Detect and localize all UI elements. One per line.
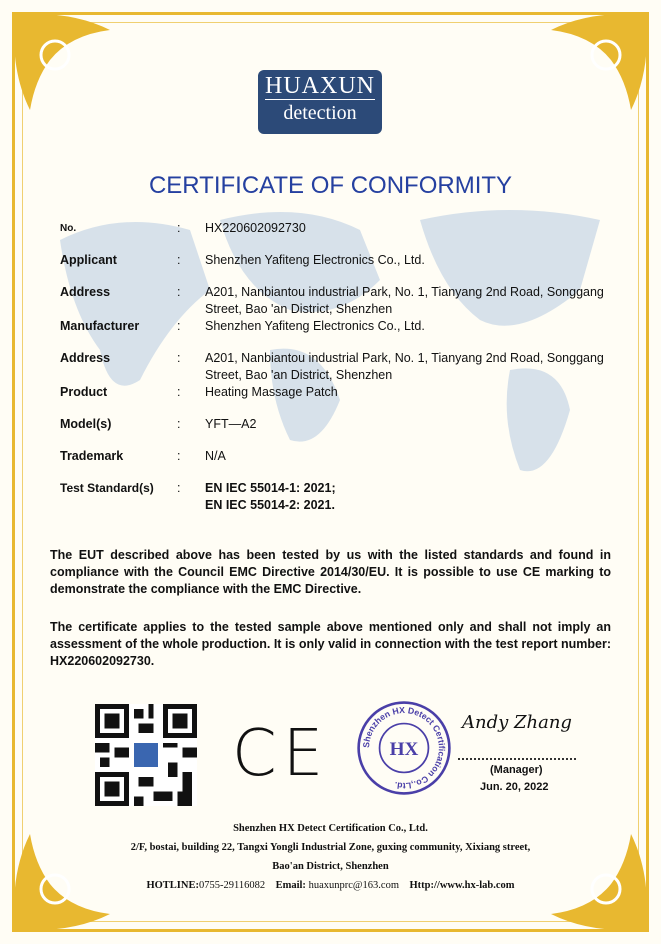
field-no	[60, 220, 625, 252]
field-value: A201, Nanbiantou industrial Park, No. 1, Tianyang 2nd Road, Songgang Street, Bao 'an District, Shenzhen	[205, 351, 604, 382]
field-value: EN IEC 55014-1: 2021;	[205, 481, 336, 495]
separator: :	[177, 449, 181, 463]
separator: :	[177, 221, 181, 235]
statements	[50, 547, 611, 691]
footer-address-line2: Bao'an District, Shenzhen	[272, 861, 389, 872]
huaxun-logo	[258, 70, 382, 134]
separator: :	[177, 417, 181, 431]
field-value: EN IEC 55014-2: 2021.	[205, 498, 335, 512]
field-value: YFT—A2	[205, 417, 257, 431]
footer-company: Shenzhen HX Detect Certification Co., Ltd.	[233, 823, 428, 834]
validity-statement: The certificate applies to the tested sample above mentioned only and shall not imply an assessment of the whole production. It is only valid in connection with the test report number: HX220602092730.	[50, 620, 611, 668]
field-manufacturer-address	[60, 350, 625, 384]
field-label: Address	[60, 351, 111, 365]
separator: :	[177, 385, 181, 399]
field-applicant	[60, 252, 625, 284]
separator: :	[177, 319, 181, 333]
field-value: Shenzhen Yafiteng Electronics Co., Ltd.	[205, 319, 425, 333]
corner-ornament-icon	[541, 10, 651, 120]
issue-date: Jun. 20, 2022	[480, 781, 549, 793]
signer-title: (Manager)	[490, 764, 543, 776]
seal-center-text: HX	[389, 738, 419, 760]
corner-ornament-icon	[10, 10, 120, 120]
signature-line	[458, 758, 576, 760]
field-value: HX220602092730	[205, 221, 306, 235]
field-label: No.	[60, 223, 77, 234]
field-value: N/A	[205, 449, 226, 463]
separator: :	[177, 481, 181, 495]
hotline-value: 0755-29116082	[198, 880, 266, 891]
page-title: CERTIFICATE OF CONFORMITY	[148, 172, 513, 199]
separator: :	[177, 351, 181, 365]
compliance-statement: The EUT described above has been tested by us with the listed standards and found in compliance with the Council EMC Directive 2014/30/EU. It is possible to use CE marking to demonstrate the compliance with the EMC Directive.	[50, 548, 611, 596]
hotline-label: HOTLINE:	[146, 880, 199, 891]
field-label: Trademark	[60, 449, 124, 463]
field-address	[60, 284, 625, 318]
separator: :	[177, 253, 181, 267]
signature: Andy Zhang	[462, 712, 572, 733]
qr-code	[95, 704, 197, 806]
footer-contacts	[0, 879, 661, 892]
field-label: Test Standard(s)	[60, 481, 154, 495]
field-test-standards	[60, 480, 625, 514]
field-value: Heating Massage Patch	[205, 385, 338, 399]
seal-text: Shenzhen HX Detect Certification Co.,Ltd.	[360, 704, 447, 791]
email-label: Email:	[275, 880, 306, 891]
field-label: Manufacturer	[60, 319, 140, 333]
field-trademark	[60, 448, 625, 480]
ce-mark: CE	[232, 717, 330, 791]
field-model	[60, 416, 625, 448]
logo-subtext: detection	[283, 102, 357, 124]
field-value: Shenzhen Yafiteng Electronics Co., Ltd.	[205, 253, 425, 267]
field-manufacturer	[60, 318, 625, 350]
email-value: huaxunprc@163.com	[308, 880, 400, 891]
separator: :	[177, 285, 181, 299]
field-label: Product	[60, 385, 108, 399]
field-value: A201, Nanbiantou industrial Park, No. 1, Tianyang 2nd Road, Songgang Street, Bao 'an District, Shenzhen	[205, 285, 604, 316]
website: Http://www.hx-lab.com	[409, 880, 515, 891]
footer-address-line1: 2/F, bostai, building 22, Tangxi Yongli Industrial Zone, guxing community, Xixiang street,	[130, 842, 531, 853]
field-product	[60, 384, 625, 416]
logo-text: HUAXUN	[265, 73, 375, 99]
field-label: Model(s)	[60, 417, 112, 431]
company-seal-stamp	[356, 700, 452, 796]
field-label: Applicant	[60, 253, 117, 267]
field-label: Address	[60, 285, 111, 299]
certificate-fields	[60, 220, 625, 514]
